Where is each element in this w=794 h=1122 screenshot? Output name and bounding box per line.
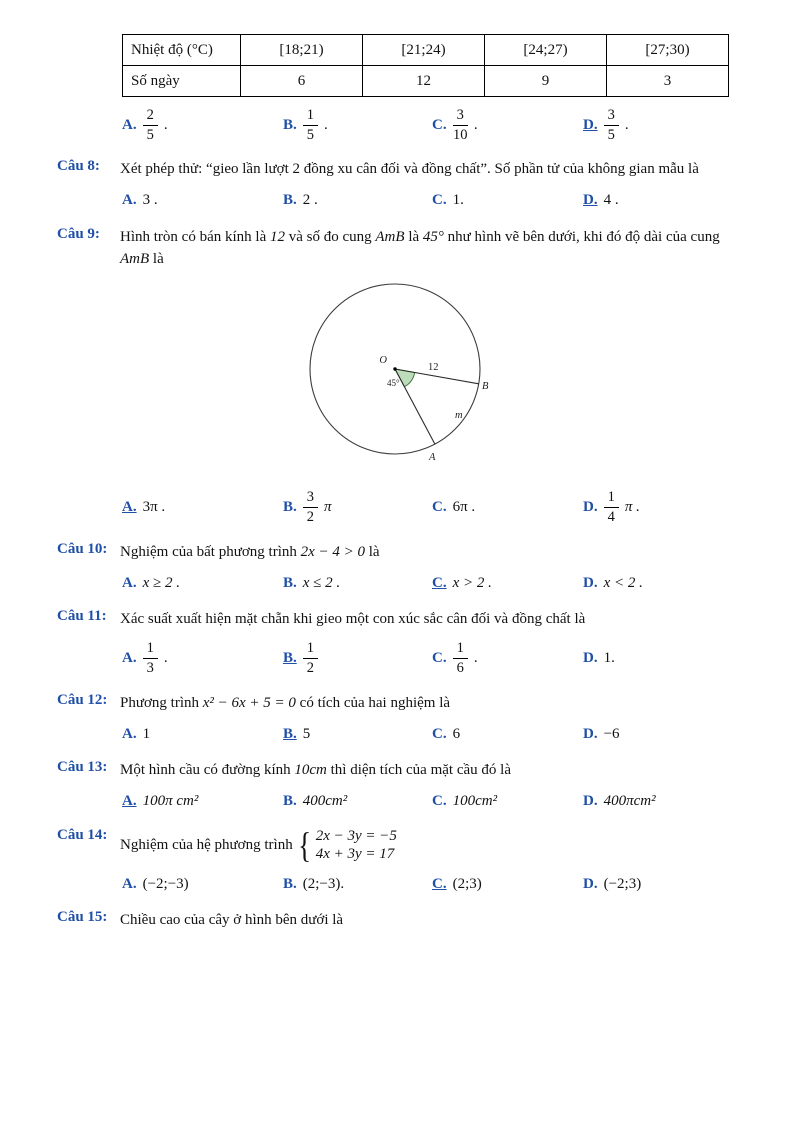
option-value: 100cm² (452, 793, 498, 809)
option-letter: C. (432, 650, 447, 666)
point-a-label: A (429, 451, 436, 463)
question-label: Câu 8: (57, 158, 100, 174)
question7-options (57, 105, 737, 145)
option-value: x > 2 . (452, 574, 492, 591)
option-d (583, 489, 737, 525)
option-letter: A. (122, 574, 137, 591)
table-cell: [21;24) (363, 35, 485, 66)
option-a (122, 726, 283, 743)
option-b (283, 640, 432, 676)
option-a (122, 107, 283, 143)
question-text: Xác suất xuất hiện mặt chẵn khi gieo một con xúc sắc cân đối và đồng chất là (120, 611, 586, 627)
math-run: 12 (269, 228, 285, 245)
option-letter: C. (432, 793, 447, 809)
option-letter: A. (122, 192, 137, 208)
option-letter: B. (283, 192, 297, 208)
option-value: 400cm² (302, 793, 348, 809)
option-value: (−2;−3) (142, 875, 189, 892)
option-a (122, 575, 283, 592)
option-value: x ≥ 2 . (142, 574, 180, 591)
text-run: Nghiệm của hệ phương trình (120, 836, 297, 853)
option-letter: C. (432, 499, 447, 515)
option-value: 1. (452, 192, 464, 208)
option-c (432, 575, 583, 592)
option-letter: B. (283, 875, 297, 892)
question-14 (57, 827, 737, 865)
option-d (583, 876, 737, 893)
option-b (283, 876, 432, 893)
option-letter: D. (583, 793, 598, 809)
circle-diagram (300, 279, 515, 475)
text-run: thì diện tích của mặt cầu đó là (326, 762, 511, 778)
option-b (283, 489, 432, 525)
option-value: (2;3) (452, 875, 482, 892)
question-12 (57, 692, 737, 715)
option-letter: A. (122, 116, 137, 133)
question-label: Câu 13: (57, 759, 108, 775)
option-b (283, 575, 432, 592)
fraction: $\frac{3}{5}$ (604, 107, 619, 143)
table-cell: 12 (363, 66, 485, 97)
option-suffix: . (473, 116, 478, 133)
radius-12-label: 12 (428, 361, 439, 373)
circle-diagram-wrapper (300, 279, 737, 480)
option-value: 2 . (302, 192, 318, 208)
option-d (583, 650, 737, 667)
option-suffix: . (473, 650, 478, 666)
option-letter-correct: C. (432, 574, 447, 591)
question-text (120, 827, 737, 865)
option-c (432, 107, 583, 143)
option-b (283, 793, 432, 810)
equations (316, 827, 397, 865)
option-value: 400πcm² (603, 793, 656, 809)
fraction: $\frac{1}{6}$ (453, 640, 468, 676)
fraction: $\frac{1}{4}$ (604, 489, 619, 525)
option-d (583, 107, 737, 143)
arc-m-label: m (455, 409, 463, 421)
option-a (122, 876, 283, 893)
brace-glyph: { (298, 825, 312, 866)
table-cell: [27;30) (607, 35, 729, 66)
question-13 (57, 759, 737, 782)
option-c (432, 499, 583, 516)
equation-1: 2x − 3y = −5 (315, 827, 397, 844)
point-b-label: B (482, 380, 489, 392)
center-o-label: O (379, 354, 387, 366)
math-run: AmB (375, 228, 405, 245)
math-run: 45° (422, 228, 444, 245)
question-text (120, 692, 737, 715)
option-letter: A. (122, 650, 137, 666)
option-value: 3π . (142, 499, 166, 515)
option-letter: C. (432, 192, 447, 208)
text-run: Phương trình (120, 694, 203, 711)
equation-2: 4x + 3y = 17 (315, 846, 395, 863)
option-a (122, 793, 283, 810)
question11-options (57, 639, 737, 679)
math-run: 10cm (294, 762, 327, 778)
option-d (583, 192, 737, 209)
option-d (583, 726, 737, 743)
question-9 (57, 226, 737, 271)
table-cell: 6 (241, 66, 363, 97)
option-value: x < 2 . (603, 574, 643, 591)
option-value: (−2;3) (603, 875, 642, 892)
text-run: và số đo cung (284, 228, 376, 245)
table-cell-days-header: Số ngày (123, 66, 241, 97)
option-value: 5 (302, 725, 311, 742)
option-suffix: π (324, 499, 332, 515)
option-d (583, 793, 737, 810)
text-run: có tích của hai nghiệm là (295, 694, 451, 711)
option-value: 1. (603, 650, 615, 666)
option-letter: D. (583, 725, 598, 742)
option-suffix: . (324, 116, 328, 133)
question9-options (57, 488, 737, 528)
question-label: Câu 14: (57, 826, 108, 843)
table-cell-temp-header: Nhiệt độ (°C) (123, 35, 241, 66)
question-label: Câu 9: (57, 225, 100, 242)
question-label: Câu 10: (57, 540, 108, 557)
option-suffix: π . (624, 499, 640, 515)
option-letter: B. (283, 499, 297, 515)
option-letter: B. (283, 574, 297, 591)
table-row (123, 66, 729, 97)
option-letter-correct: C. (432, 875, 447, 892)
option-a (122, 640, 283, 676)
text-run: là (149, 251, 164, 267)
option-letter-correct: A. (122, 793, 137, 809)
question-10 (57, 541, 737, 564)
option-value: 3 . (142, 192, 158, 208)
option-letter: D. (583, 499, 598, 515)
text-run: như hình vẽ bên dưới, khi đó độ dài của cung (443, 228, 720, 245)
option-letter-correct: A. (122, 499, 137, 515)
fraction: $\frac{1}{3}$ (143, 640, 158, 676)
question-8 (57, 158, 737, 181)
question-11 (57, 608, 737, 631)
option-letter: D. (583, 650, 598, 666)
text-run: Hình tròn có bán kính là (120, 228, 270, 245)
option-letter-correct: B. (283, 650, 297, 666)
math-run: AmB (120, 251, 150, 267)
question14-options (57, 872, 737, 896)
text-run: là (404, 228, 423, 245)
option-letter: A. (122, 875, 137, 892)
option-b (283, 107, 432, 143)
option-c (432, 793, 583, 810)
center-point (393, 367, 396, 370)
text-run: Nghiệm của bất phương trình (120, 543, 301, 560)
option-value: 6π . (452, 499, 476, 515)
option-b (283, 726, 432, 743)
option-value: 4 . (603, 192, 619, 208)
fraction: $\frac{3}{10}$ (452, 106, 468, 143)
fraction: $\frac{2}{5}$ (143, 107, 158, 143)
table-row (123, 35, 729, 66)
table-cell: 9 (485, 66, 607, 97)
question-label: Câu 11: (57, 608, 107, 624)
option-value: 6 (452, 725, 461, 742)
math-run: 2x − 4 > 0 (300, 543, 366, 560)
option-letter: B. (283, 116, 297, 133)
question-text: Chiều cao của cây ở hình bên dưới là (120, 912, 344, 928)
question13-options (57, 790, 737, 814)
question12-options (57, 722, 737, 746)
fraction: $\frac{1}{2}$ (303, 640, 318, 676)
option-c (432, 640, 583, 676)
option-suffix: . (163, 650, 168, 666)
question-text: Xét phép thử: “gieo lần lượt 2 đồng xu cân đối và đồng chất”. Số phần tử của không gian mẫu là (120, 161, 699, 177)
option-letter-correct: D. (583, 192, 598, 208)
question-text (120, 541, 737, 564)
angle-45-label: 45° (387, 377, 400, 388)
option-suffix: . (624, 116, 629, 133)
fraction: $\frac{3}{2}$ (303, 489, 318, 525)
option-letter-correct: D. (583, 116, 598, 133)
question-label: Câu 12: (57, 691, 108, 708)
radius-oa-line (395, 369, 435, 444)
question-15 (57, 909, 737, 932)
option-value: 100π cm² (142, 793, 199, 809)
option-suffix: . (163, 116, 168, 133)
option-letter: D. (583, 875, 598, 892)
option-a (122, 499, 283, 516)
question-label: Câu 15: (57, 909, 108, 925)
question-text (120, 226, 737, 271)
option-d (583, 575, 737, 592)
text-run: Một hình cầu có đường kính (120, 762, 295, 778)
frequency-table (122, 34, 729, 97)
option-letter: B. (283, 793, 297, 809)
option-c (432, 192, 583, 209)
question10-options (57, 571, 737, 595)
option-b (283, 192, 432, 209)
option-value: (2;−3). (302, 875, 345, 892)
option-c (432, 876, 583, 893)
math-run: x² − 6x + 5 = 0 (202, 694, 296, 711)
option-value: x ≤ 2 . (302, 574, 341, 591)
fraction: $\frac{1}{5}$ (303, 107, 318, 143)
option-c (432, 726, 583, 743)
question8-options (57, 189, 737, 213)
equation-system (296, 827, 396, 865)
table-cell: 3 (607, 66, 729, 97)
option-letter: A. (122, 725, 137, 742)
option-value: −6 (603, 725, 620, 742)
option-value: 1 (142, 725, 151, 742)
option-letter: C. (432, 116, 447, 133)
option-letter: C. (432, 725, 447, 742)
table-cell: [24;27) (485, 35, 607, 66)
option-letter-correct: B. (283, 725, 297, 742)
question-text (120, 759, 737, 782)
option-letter: D. (583, 574, 598, 591)
table-cell: [18;21) (241, 35, 363, 66)
text-run: là (365, 543, 380, 560)
option-a (122, 192, 283, 209)
